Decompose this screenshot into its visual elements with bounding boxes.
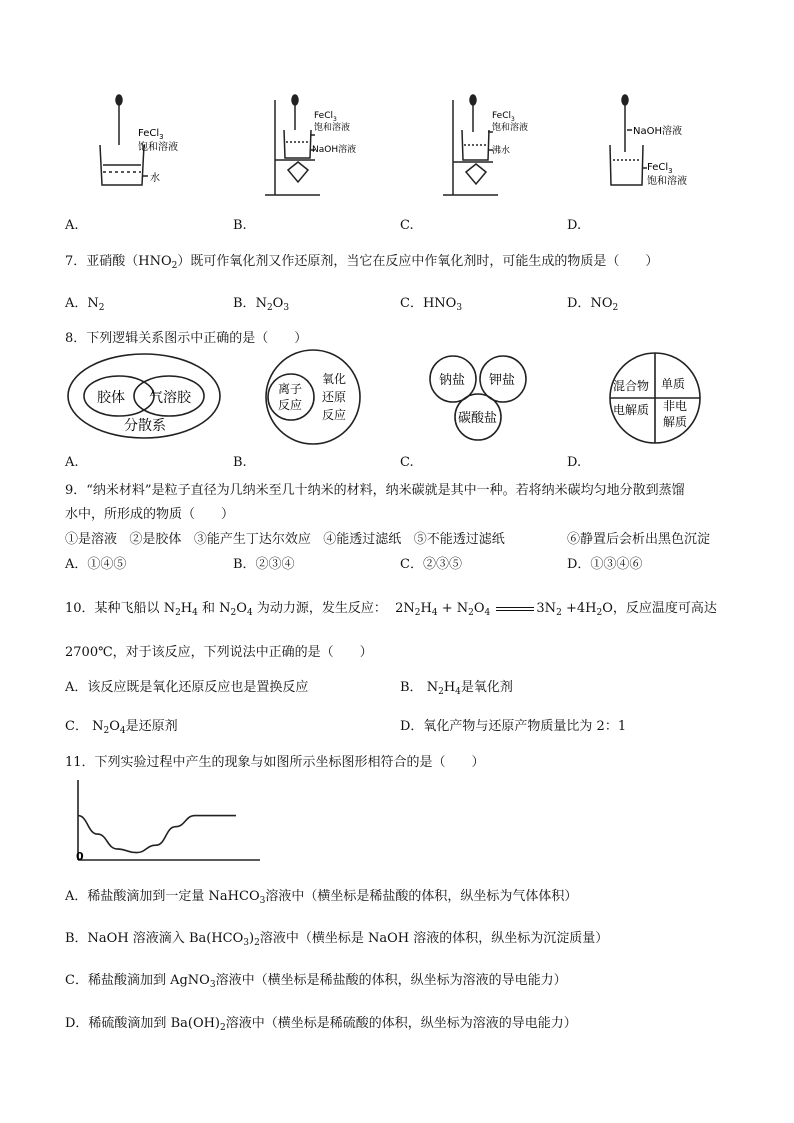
q8c-label-potassium: 钾盐 <box>489 373 516 388</box>
q6a-label-fecl3: FeCl$_3$ <box>138 128 164 141</box>
q8-figure-c <box>425 353 555 443</box>
q8b-label-ion-2: 反应 <box>278 398 303 412</box>
q6-option-d: D. <box>567 218 582 233</box>
q11-origin-label: 0 <box>76 850 84 863</box>
q11-curve <box>78 816 234 853</box>
q6b-label-naoh: NaOH溶液 <box>312 145 357 155</box>
q10-option-c: C． $N_2O_4$是还原剂 <box>65 719 178 736</box>
q11-chart <box>64 776 264 868</box>
q6-option-b: B. <box>233 218 247 233</box>
q7-stem: 7．亚硝酸$(HNO_2)$既可作氧化剂又作还原剂，当它在反应中作氧化剂时，可能生成的物质是（ ） <box>65 254 659 271</box>
q8d-label-nonelectrolyte-1: 非电 <box>663 399 688 413</box>
q7-option-a: A．$N_2$ <box>65 296 105 313</box>
q8-figure-a <box>64 350 224 442</box>
q11-series <box>78 816 236 853</box>
q6d-label-fecl3: FeCl$_3$ <box>647 162 673 175</box>
q6d-label-naoh: NaOH溶液 <box>633 126 682 137</box>
q8-figure-b <box>258 347 368 447</box>
q8d-label-mixture: 混合物 <box>613 379 650 393</box>
q9-option-c: C．②③⑤ <box>400 557 462 572</box>
q9-stem-line-2: 水中，所形成的物质（ ） <box>65 507 235 522</box>
q9-items: ①是溶液 ②是胶体 ③能产生丁达尔效应 ④能透过滤纸 ⑤不能透过滤纸 <box>65 532 505 547</box>
q8b-label-redox-3: 反应 <box>322 408 347 422</box>
q7-option-c: C．$HNO_3$ <box>400 296 463 313</box>
q10-option-b: B． $N_2H_4$是氧化剂 <box>400 680 513 697</box>
q8-option-b: B. <box>233 455 247 470</box>
q8d-label-electrolyte: 电解质 <box>613 403 650 417</box>
q10-option-d: D．氧化产物与还原产物质量比为 2：1 <box>400 719 627 734</box>
q8c-label-sodium: 钠盐 <box>439 373 466 388</box>
q6a-label-water: 水 <box>150 173 160 184</box>
q6d-label-saturated: 饱和溶液 <box>647 176 687 187</box>
q9-option-a: A．①④⑤ <box>65 557 127 572</box>
q9-item-6: ⑥静置后会析出黑色沉淀 <box>567 532 711 547</box>
q6c-label-fecl3: FeCl$_3$ <box>492 111 515 123</box>
q10-stem-line-2: 2700℃，对于该反应，下列说法中正确的是（ ） <box>65 645 373 660</box>
q8b-label-redox-1: 氧化 <box>322 372 347 386</box>
q9-option-b: B．②③④ <box>233 557 295 572</box>
q8d-label-nonelectrolyte-2: 解质 <box>663 415 688 429</box>
q9-option-d: D．①③④⑥ <box>567 557 643 572</box>
q6c-label-boiling: 沸水 <box>492 146 511 156</box>
q8a-label-aerosol: 气溶胶 <box>149 390 191 406</box>
q11-option-b: B．NaOH 溶液滴入 $Ba(HCO_3)_2$溶液中（横坐标是 NaOH 溶液的体积，纵坐标为沉淀质量） <box>65 931 609 948</box>
q8b-label-ion-1: 离子 <box>278 382 303 396</box>
q6b-label-saturated: 饱和溶液 <box>314 123 351 133</box>
q8-option-a: A. <box>65 455 79 470</box>
q6c-label-saturated: 饱和溶液 <box>492 123 529 133</box>
q7-option-b: B．$N_2O_3$ <box>233 296 290 313</box>
q8a-label-dispersion: 分散系 <box>124 418 166 434</box>
q6-figure-d <box>605 90 715 200</box>
q11-option-d: D．稀硫酸滴加到 $Ba(OH)_2$溶液中（横坐标是稀硫酸的体积，纵坐标为溶液的导电能力） <box>65 1016 577 1033</box>
q8-option-d: D. <box>567 455 582 470</box>
q6-option-c: C. <box>400 218 414 233</box>
q10-option-a: A．该反应既是氧化还原反应也是置换反应 <box>65 680 309 695</box>
q8-stem: 8．下列逻辑关系图示中正确的是（ ） <box>65 331 308 346</box>
q6-figure-b <box>260 90 370 205</box>
q6a-label-saturated: 饱和溶液 <box>138 142 178 153</box>
q6b-label-fecl3: FeCl$_3$ <box>314 111 337 123</box>
q11-stem: 11．下列实验过程中产生的现象与如图所示坐标图形相符合的是（ ） <box>65 755 485 770</box>
q11-option-c: C．稀盐酸滴加到 AgNO$_3$溶液中（横坐标是稀盐酸的体积，纵坐标为溶液的导电能力） <box>65 973 567 990</box>
q6-option-a: A. <box>65 218 79 233</box>
q8b-label-redox-2: 还原 <box>322 390 347 404</box>
q8d-label-element: 单质 <box>661 377 686 391</box>
q8-option-c: C. <box>400 455 414 470</box>
q7-option-d: D．$NO_2$ <box>567 296 619 313</box>
q11-option-a: A．稀盐酸滴加到一定量 NaHCO$_3$溶液中（横坐标是稀盐酸的体积，纵坐标为气体体积） <box>65 889 578 906</box>
q6-figure-a <box>90 90 190 200</box>
q6-figure-c <box>438 90 548 205</box>
q8-figure-d <box>605 350 705 446</box>
q9-stem-line-1: 9．“纳米材料”是粒子直径为几纳米至几十纳米的材料，纳米碳就是其中一种。若将纳米碳均匀地分散到蒸馏 <box>65 483 685 498</box>
q8a-label-colloid: 胶体 <box>97 390 125 406</box>
q10-stem-line-1: 10．某种飞船以 $N_2H_4$ 和 $N_2O_4$ 为动力源，发生反应： $2N_2H_4 + N_2O_4$ $3N_2 +4H_2O$，反应温度可高达 <box>65 601 717 618</box>
q8c-label-carbonate: 碳酸盐 <box>458 411 498 426</box>
